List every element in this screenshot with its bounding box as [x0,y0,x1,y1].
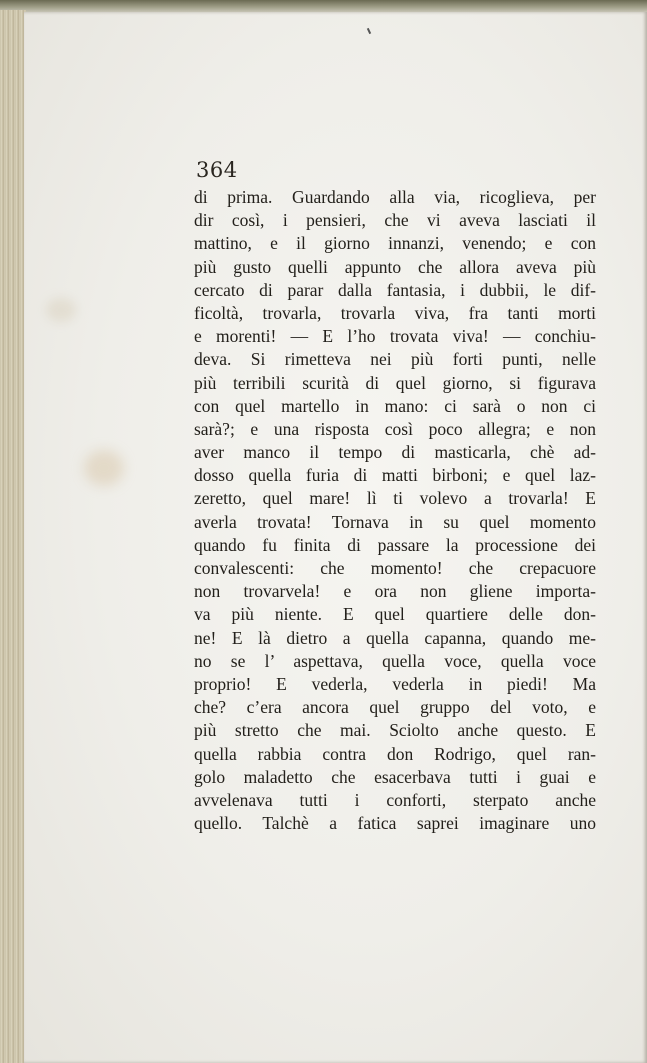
text-line: dir così, i pensieri, che vi aveva lasciati il [194,210,596,231]
text-line: mattino, e il giorno innanzi, venendo; e con [194,233,596,254]
text-line: proprio! E vederla, vederla in piedi! Ma [194,673,596,694]
text-line: aver manco il tempo di masticarla, chè ad- [194,442,596,463]
text-line: zeretto, quel mare! lì ti volevo a trovarla! E [194,488,596,509]
text-line: avvelenava tutti i conforti, sterpato anche [194,789,596,810]
text-line: più terribili scurità di quel giorno, si figurava [194,372,596,393]
text-line: sarà?; e una risposta così poco allegra; e non [194,418,596,439]
paper-stain [84,450,124,486]
text-line: più stretto che mai. Sciolto anche questo. E [194,720,596,741]
paper-stain [46,298,76,322]
text-line: di prima. Guardando alla via, ricoglieva, per [194,187,596,207]
text-line: ne! E là dietro a quella capanna, quando me- [194,627,596,648]
text-line: cercato di parar dalla fantasia, i dubbii, le dif- [194,279,596,300]
text-line: quello. Talchè a fatica saprei imaginare uno [194,813,596,834]
page-number: 364 [196,158,238,182]
text-line: ficoltà, trovarla, trovarla viva, fra tanti morti [194,302,596,323]
text-line: no se l’ aspettava, quella voce, quella voce [194,650,596,671]
text-line: e morenti! — E l’ho trovata viva! — conchiu- [194,326,596,347]
text-line: più gusto quelli appunto che allora aveva più [194,256,596,277]
book-page-edges [0,10,26,1063]
text-line: dosso quella furia di matti birboni; e quel laz- [194,465,596,486]
text-line: va più niente. E quel quartiere delle don- [194,604,596,625]
text-line: averla trovata! Tornava in su quel momento [194,511,596,532]
text-line: con quel martello in mano: ci sarà o non ci [194,395,596,416]
text-line: golo maladetto che esacerbava tutti i guai e [194,766,596,787]
text-line: che? c’era ancora quel gruppo del voto, e [194,697,596,718]
text-line: deva. Si rimetteva nei più forti punti, nelle [194,349,596,370]
ink-speck [367,28,371,34]
body-text [194,186,596,835]
text-line: quando fu finita di passare la processione dei [194,534,596,555]
text-line: non trovarvela! e ora non gliene importa- [194,581,596,602]
text-line: convalescenti: che momento! che crepacuore [194,558,596,578]
text-line: quella rabbia contra don Rodrigo, quel ran- [194,743,596,764]
